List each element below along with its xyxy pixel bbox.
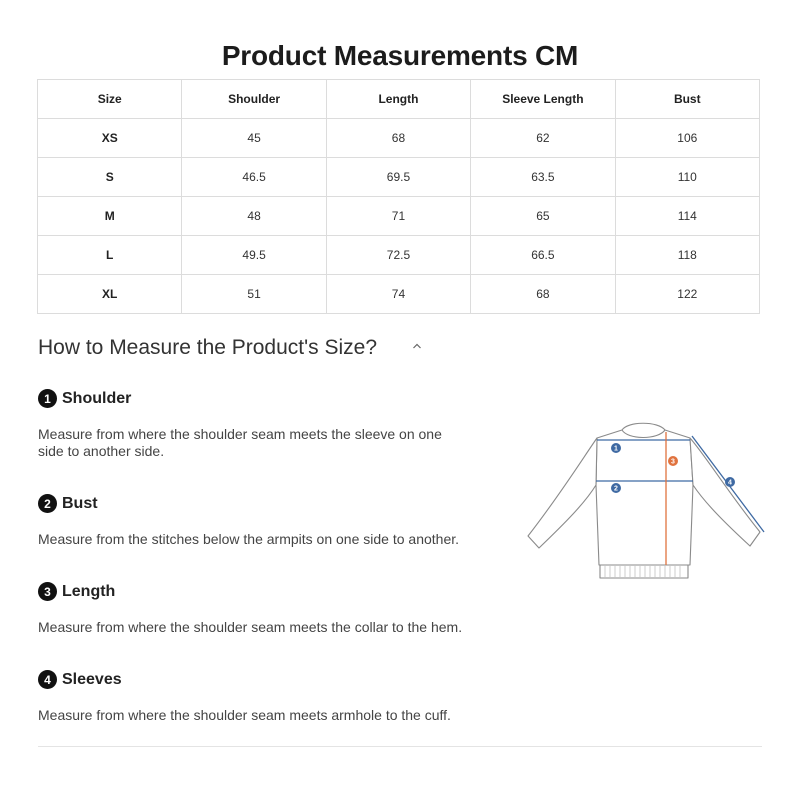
size-cell: XS xyxy=(38,119,182,158)
number-badge-icon: 2 xyxy=(38,494,57,513)
marker-1-label: 1 xyxy=(614,445,618,453)
shoulder-cell: 49.5 xyxy=(182,236,326,275)
header-length: Length xyxy=(326,80,470,119)
marker-3-label: 3 xyxy=(671,458,675,466)
bust-cell: 122 xyxy=(615,275,759,314)
section-title-label: Length xyxy=(62,582,116,600)
sleeve-length-cell: 66.5 xyxy=(471,236,615,275)
header-size: Size xyxy=(38,80,182,119)
section-shoulder-title xyxy=(38,389,131,408)
shoulder-cell: 51 xyxy=(182,275,326,314)
section-bust-text: Measure from the stitches below the armpits on one side to another. xyxy=(38,531,460,547)
bottom-divider xyxy=(38,746,762,747)
section-sleeves-text: Measure from where the shoulder seam meets armhole to the cuff. xyxy=(38,707,451,723)
section-length-text: Measure from where the shoulder seam meets the collar to the hem. xyxy=(38,619,463,635)
header-shoulder: Shoulder xyxy=(182,80,326,119)
sweater-diagram xyxy=(520,415,770,585)
sleeve-length-cell: 65 xyxy=(471,197,615,236)
shoulder-cell: 48 xyxy=(182,197,326,236)
length-cell: 69.5 xyxy=(326,158,470,197)
length-cell: 71 xyxy=(326,197,470,236)
howto-heading[interactable]: How to Measure the Product's Size? xyxy=(38,336,378,359)
bust-cell: 106 xyxy=(615,119,759,158)
number-badge-icon: 1 xyxy=(38,389,57,408)
sleeve-length-cell: 62 xyxy=(471,119,615,158)
table-row xyxy=(38,119,760,158)
length-cell: 72.5 xyxy=(326,236,470,275)
page-title: Product Measurements CM xyxy=(221,40,579,71)
marker-4-label: 4 xyxy=(728,479,732,487)
table-header-row xyxy=(38,80,760,119)
table-row xyxy=(38,158,760,197)
table-row xyxy=(38,275,760,314)
sweater-outline xyxy=(528,423,760,578)
section-title-label: Shoulder xyxy=(62,389,132,407)
number-badge-icon: 4 xyxy=(38,670,57,689)
size-table xyxy=(37,79,760,314)
length-cell: 74 xyxy=(326,275,470,314)
table-row xyxy=(38,236,760,275)
shoulder-cell: 45 xyxy=(182,119,326,158)
section-title-label: Bust xyxy=(62,494,98,512)
bust-cell: 114 xyxy=(615,197,759,236)
chevron-up-icon[interactable] xyxy=(412,341,422,351)
table-row xyxy=(38,197,760,236)
section-sleeves-title xyxy=(38,670,122,689)
bust-cell: 110 xyxy=(615,158,759,197)
sleeve-length-cell: 63.5 xyxy=(471,158,615,197)
header-sleeve-length: Sleeve Length xyxy=(471,80,615,119)
section-title-label: Sleeves xyxy=(62,670,122,688)
header-bust: Bust xyxy=(615,80,759,119)
bust-cell: 118 xyxy=(615,236,759,275)
sleeve-length-cell: 68 xyxy=(471,275,615,314)
number-badge-icon: 3 xyxy=(38,582,57,601)
length-cell: 68 xyxy=(326,119,470,158)
size-cell: XL xyxy=(38,275,182,314)
size-cell: S xyxy=(38,158,182,197)
marker-2-label: 2 xyxy=(614,485,618,493)
size-cell: M xyxy=(38,197,182,236)
size-cell: L xyxy=(38,236,182,275)
shoulder-cell: 46.5 xyxy=(182,158,326,197)
section-bust-title xyxy=(38,494,98,513)
section-length-title xyxy=(38,582,115,601)
section-shoulder-text: Measure from where the shoulder seam meets the sleeve on one side to another side. xyxy=(38,426,442,459)
